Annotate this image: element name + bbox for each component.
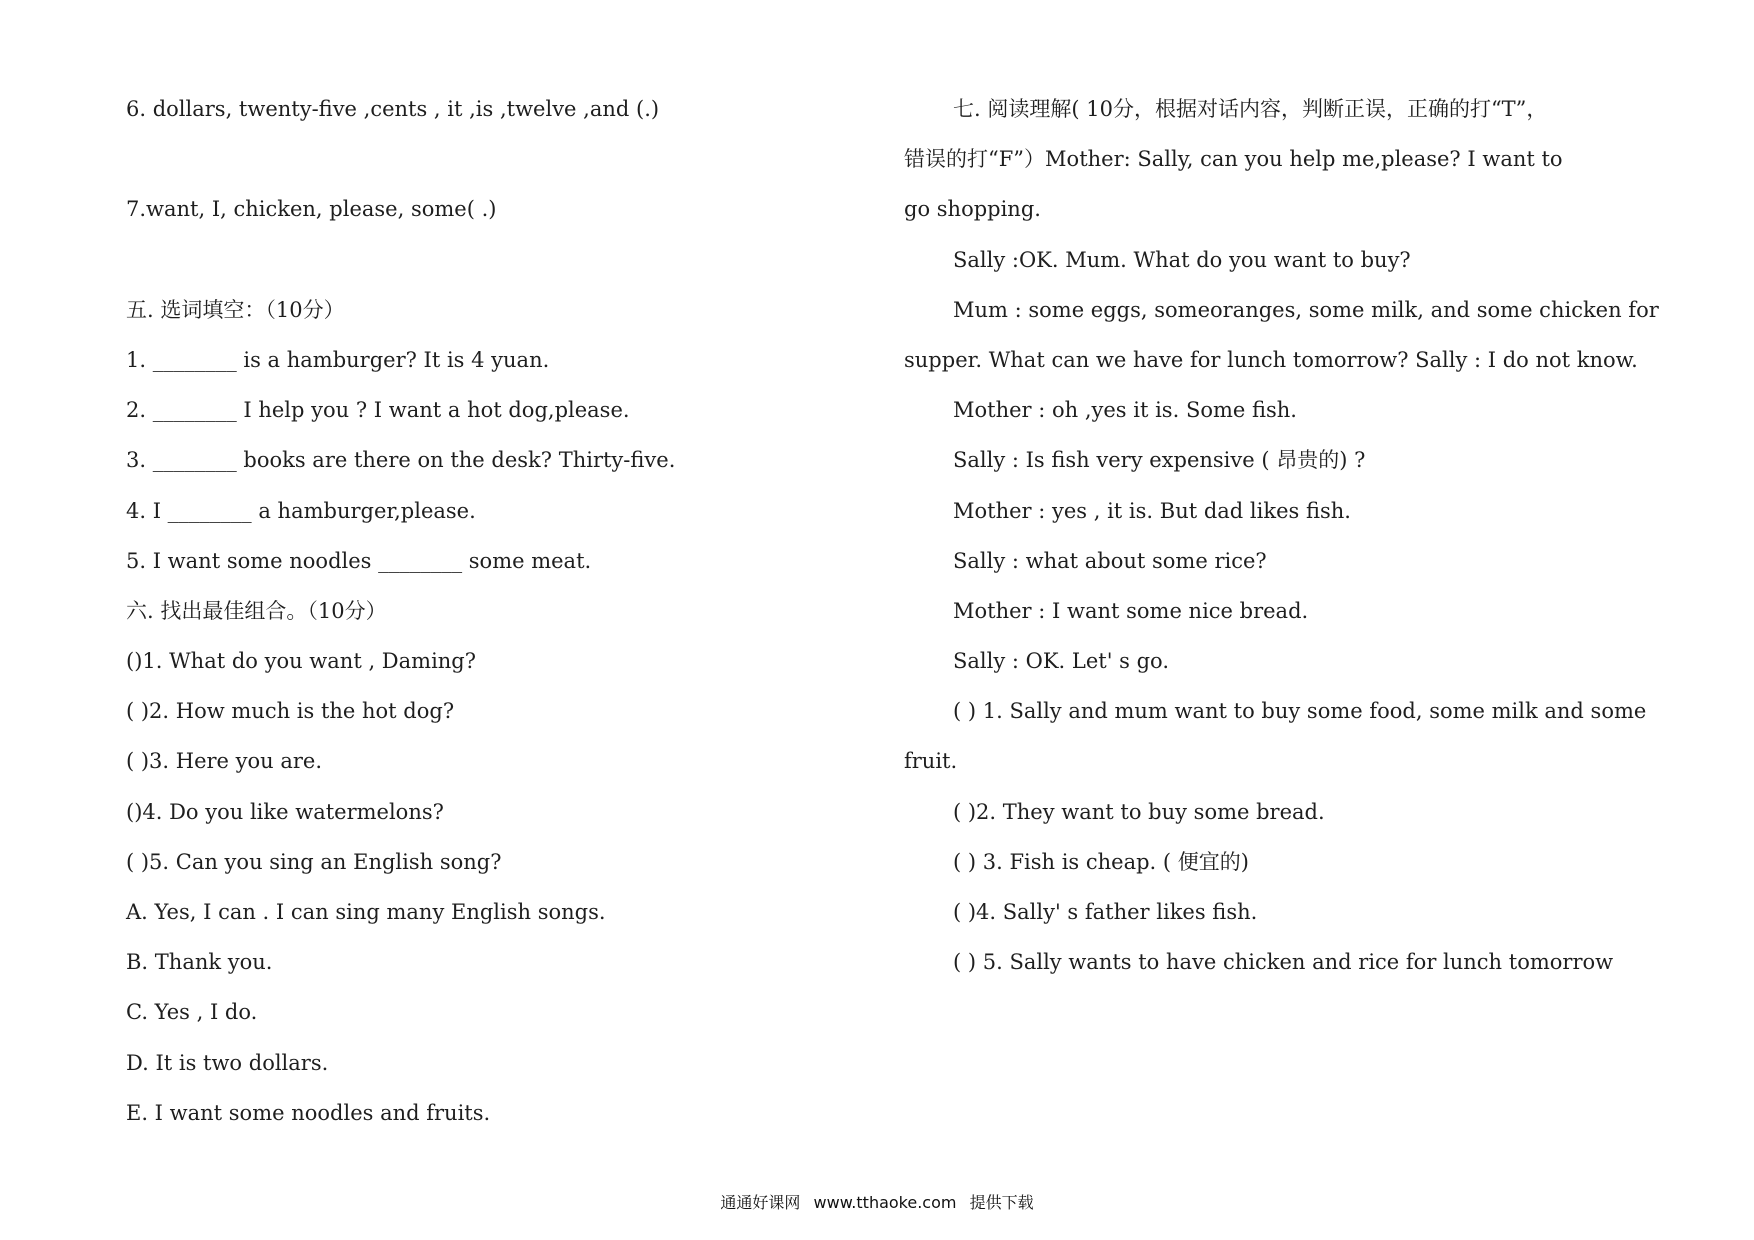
- blank-row: [126, 235, 856, 285]
- dialogue-line: Sally : what about some rice?: [953, 548, 1267, 573]
- fill-blank-item-4: 4. I ________ a hamburger,please.: [126, 498, 476, 523]
- blank-row: [126, 134, 856, 184]
- match-option-e: E. I want some noodles and fruits.: [126, 1100, 491, 1125]
- true-false-question-3: ( ) 3. Fish is cheap. ( 便宜的): [953, 849, 1249, 874]
- fill-blank-item-5: 5. I want some noodles ________ some meat.: [126, 548, 592, 573]
- dialogue-line: Sally : OK. Let' s go.: [953, 649, 1169, 674]
- match-question-4: ()4. Do you like watermelons?: [126, 799, 444, 824]
- section-5-title: 五. 选词填空：（10分）: [126, 297, 345, 322]
- match-option-b: B. Thank you.: [126, 950, 273, 975]
- footer-suffix: 提供下载: [969, 1193, 1034, 1212]
- dialogue-line: Mother : I want some nice bread.: [953, 598, 1309, 623]
- match-option-d: D. It is two dollars.: [126, 1050, 329, 1075]
- fill-blank-item-2: 2. ________ I help you ? I want a hot dog,please.: [126, 398, 630, 423]
- true-false-question-5: ( ) 5. Sally wants to have chicken and rice for lunch tomorrow: [953, 950, 1614, 975]
- true-false-question-1: ( ) 1. Sally and mum want to buy some food, some milk and some: [953, 699, 1647, 724]
- dialogue-line: Mother : oh ,yes it is. Some fish.: [953, 398, 1297, 423]
- section-7-intro-line: 错误的打“F”）Mother: Sally, can you help me,please? I want to: [904, 147, 1563, 172]
- fill-blank-item-3: 3. ________ books are there on the desk? Thirty-five.: [126, 448, 676, 473]
- match-question-3: ( )3. Here you are.: [126, 749, 323, 774]
- match-question-1: ()1. What do you want , Daming?: [126, 649, 477, 674]
- footer-site-name: 通通好课网: [720, 1193, 801, 1212]
- dialogue-line: Mother : yes , it is. But dad likes fish.: [953, 498, 1351, 523]
- right-column: [904, 84, 1704, 987]
- dialogue-line: Sally : Is fish very expensive ( 昂贵的) ?: [953, 448, 1366, 473]
- true-false-question-1-continued: fruit.: [904, 749, 958, 774]
- footer-url: www.tthaoke.com: [813, 1193, 957, 1212]
- left-column: [126, 84, 856, 1138]
- true-false-question-2: ( )2. They want to buy some bread.: [953, 799, 1325, 824]
- section-6-title: 六. 找出最佳组合。（10分）: [126, 598, 387, 623]
- true-false-question-4: ( )4. Sally' s father likes fish.: [953, 900, 1258, 924]
- dialogue-line: supper. What can we have for lunch tomorrow? Sally : I do not know.: [904, 347, 1638, 372]
- section-7-intro-line: go shopping.: [904, 197, 1041, 222]
- match-question-2: ( )2. How much is the hot dog?: [126, 699, 455, 724]
- question-7-reorder: 7.want, I, chicken, please, some( .): [126, 197, 497, 222]
- match-question-5: ( )5. Can you sing an English song?: [126, 849, 502, 874]
- section-7-title: 七. 阅读理解( 10分，根据对话内容，判断正误，正确的打“T”，: [953, 97, 1548, 121]
- match-option-a: A. Yes, I can . I can sing many English songs.: [126, 900, 606, 924]
- match-option-c: C. Yes , I do.: [126, 1000, 258, 1025]
- question-6-reorder: 6. dollars, twenty-five ,cents , it ,is ,twelve ,and (.): [126, 97, 660, 121]
- fill-blank-item-1: 1. ________ is a hamburger? It is 4 yuan.: [126, 347, 550, 372]
- page-footer: [0, 1192, 1754, 1214]
- dialogue-line: Sally :OK. Mum. What do you want to buy?: [953, 247, 1411, 272]
- dialogue-line: Mum : some eggs, someoranges, some milk, and some chicken for: [953, 297, 1659, 322]
